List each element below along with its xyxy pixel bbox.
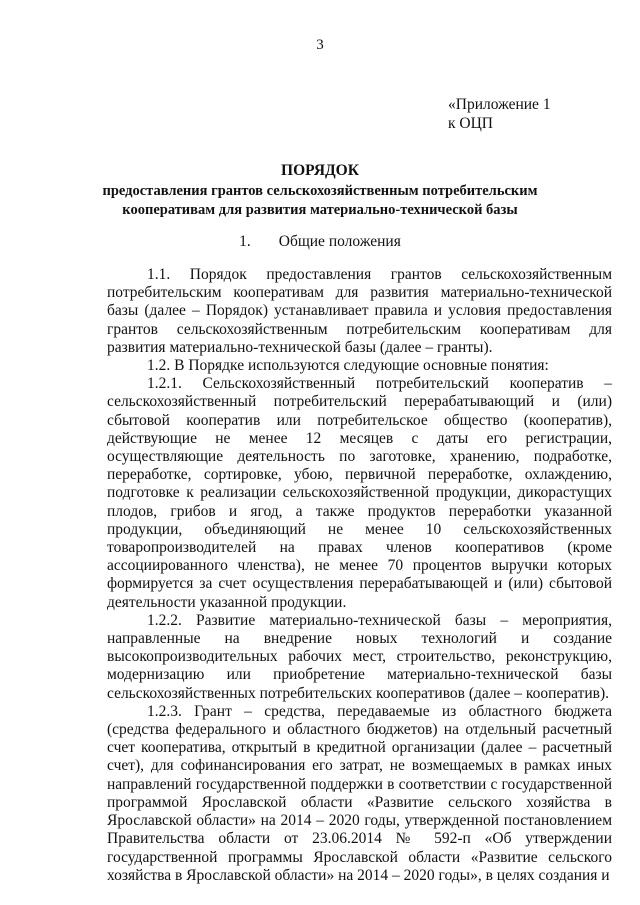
page-number: 3 — [316, 37, 324, 53]
annex-line-1: «Приложение 1 — [448, 96, 551, 113]
section-title: Общие положения — [278, 233, 401, 250]
section-number: 1. — [239, 233, 251, 250]
subtitle-line-2: кооперативам для развития материально-технической базы — [122, 202, 518, 218]
paragraph-1-1: 1.1. Порядок предоставления грантов сельскохозяйственным потребительским кооперативам для развития материально-технической базы (далее – Порядок) устанавливает правила и условия предоставления грантов сельскохозяйственным потребительским кооперативам для развития материально-технической базы (далее – гранты). — [107, 266, 612, 356]
annex-line-2: к ОЦП — [448, 115, 493, 132]
section-heading — [0, 233, 640, 251]
paragraph-1-2-3: 1.2.3. Грант – средства, передаваемые из областного бюджета (средства федерального и областного бюджетов) на отдельный расчетный счет кооператива, открытый в кредитной организации (далее – расчетный счет), для софинансирования его затрат, не возмещаемых в рамках иных направлений государственной поддержки в соответствии с государственной программой Ярославской области «Развитие сельского хозяйства в Ярославской области» на 2014 – 2020 годы, утвержденной постановлением Правительства области от 23.06.2014 № 592-п «Об утверждении государственной программы Ярославской области «Развитие сельского хозяйства в Ярославской области» на 2014 – 2020 годы», в целях создания и — [107, 702, 612, 884]
paragraph-1-2-2: 1.2.2. Развитие материально-технической базы – мероприятия, направленные на внедрение новых технологий и создание высокопроизводительных рабочих мест, строительство, реконструкцию, модернизацию или приобретение материально-технической базы сельскохозяйственных потребительских кооперативов (далее – кооператив). — [107, 611, 612, 702]
subtitle-line-1: предоставления грантов сельскохозяйственным потребительским — [102, 183, 538, 199]
document-body — [107, 266, 612, 885]
paragraph-1-2: 1.2. В Порядке используются следующие основные понятия: — [147, 357, 549, 375]
annex-reference — [448, 95, 551, 133]
document-title: ПОРЯДОК — [281, 162, 359, 179]
paragraph-1-2-1: 1.2.1. Сельскохозяйственный потребительский кооператив – сельскохозяйственный потребительский перерабатывающий и (или) сбытовой кооператив или потребительское общество (кооператив), действующие не менее 12 месяцев с даты его регистрации, осуществляющие деятельность по заготовке, хранению, подработке, переработке, сортировке, убою, первичной переработке, охлаждению, подготовке к реализации сельскохозяйственной продукции, дикорастущих плодов, грибов и ягод, а также продуктов переработки указанной продукции, объединяющий не менее 10 сельскохозяйственных товаропроизводителей на правах членов кооперативов (кроме ассоциированного членства), не менее 70 процентов выручки которых формируется за счет осуществления перерабатывающей и (или) сбытовой деятельности указанной продукции. — [107, 375, 612, 611]
document-subtitle — [40, 182, 600, 220]
